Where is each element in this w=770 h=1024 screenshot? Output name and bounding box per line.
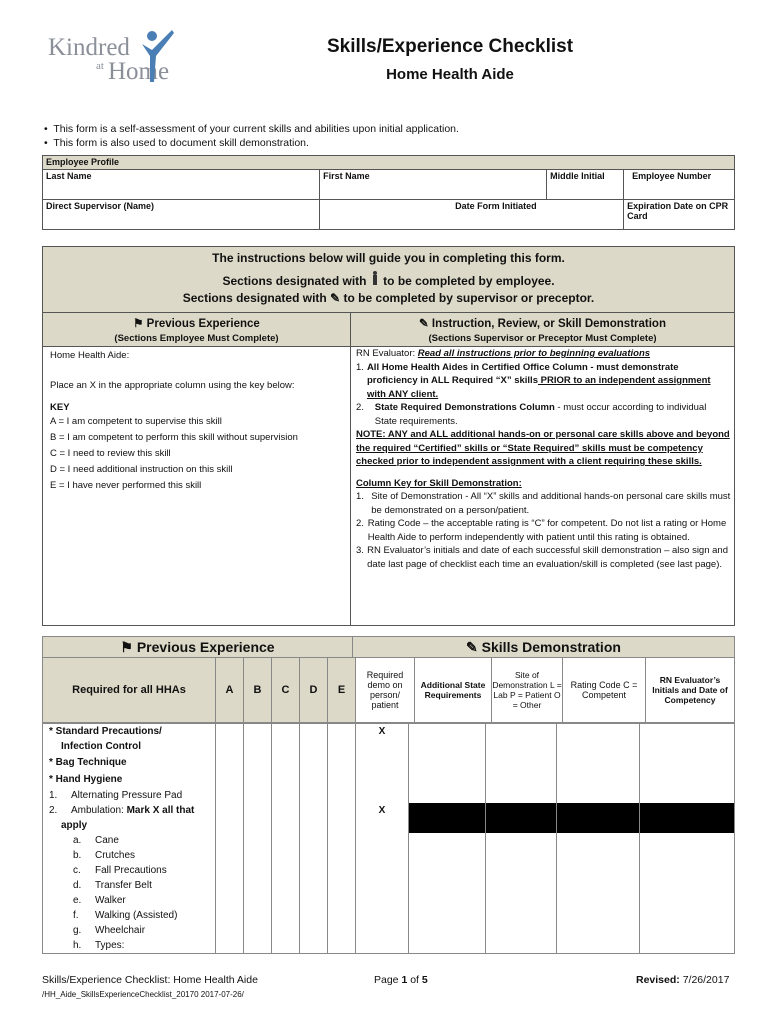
experience-cell[interactable] bbox=[215, 739, 243, 754]
experience-cell[interactable] bbox=[271, 724, 299, 739]
right-col-header bbox=[351, 312, 734, 347]
experience-cell[interactable] bbox=[271, 938, 299, 953]
table-row bbox=[42, 923, 735, 938]
demo-cell[interactable]: X bbox=[355, 724, 408, 739]
col-rn: RN Evaluator’s Initials and Date of Competency bbox=[645, 658, 734, 722]
skills-header-row bbox=[42, 636, 735, 658]
experience-cell[interactable] bbox=[327, 788, 355, 803]
key-c: C = I need to review this skill bbox=[50, 448, 171, 459]
demo-cell[interactable] bbox=[556, 724, 639, 739]
last-name-field[interactable]: Last Name bbox=[43, 170, 320, 200]
left-col-sub: (Sections Employee Must Complete) bbox=[114, 333, 279, 344]
logo-kindred: Kindred bbox=[48, 34, 130, 61]
experience-cell[interactable] bbox=[215, 724, 243, 739]
demo-cell[interactable] bbox=[485, 878, 556, 893]
experience-cell[interactable] bbox=[243, 938, 271, 953]
experience-cell[interactable] bbox=[243, 788, 271, 803]
experience-cell[interactable] bbox=[243, 848, 271, 863]
page-title: Skills/Experience Checklist bbox=[326, 36, 574, 57]
left-col-header bbox=[43, 312, 351, 347]
experience-cell[interactable] bbox=[243, 754, 271, 771]
experience-cell[interactable] bbox=[327, 754, 355, 771]
table-row bbox=[42, 848, 735, 863]
note: NOTE: ANY and ALL additional hands-on or personal care skills above and beyond the required “Certified” skills or “State Required” skills must be competency checked prior to independent assignment with a client requiring these skills. bbox=[356, 429, 730, 467]
skill-label: * Bag Technique bbox=[49, 757, 127, 768]
demo-cell[interactable]: X bbox=[355, 803, 408, 818]
col-site: Site of Demonstration L = Lab P = Patient O = Other bbox=[491, 658, 562, 722]
skill-label: e. Walker bbox=[73, 895, 126, 906]
skill-label: 1. Alternating Pressure Pad bbox=[49, 790, 183, 801]
demo-cell[interactable] bbox=[355, 908, 408, 923]
demo-cell[interactable] bbox=[556, 923, 639, 938]
experience-cell[interactable] bbox=[271, 754, 299, 771]
experience-cell[interactable] bbox=[271, 788, 299, 803]
instructions-line3: Sections designated with ✎ to be completed by supervisor or preceptor. bbox=[182, 291, 595, 305]
demo-cell[interactable] bbox=[639, 863, 734, 878]
experience-cell[interactable] bbox=[299, 923, 327, 938]
table-row bbox=[42, 771, 735, 788]
demo-cell[interactable] bbox=[639, 803, 734, 818]
col-c: C bbox=[271, 658, 299, 722]
demo-cell[interactable] bbox=[408, 739, 485, 754]
clipboard-icon: ✎ bbox=[330, 291, 341, 305]
skill-label: g. Wheelchair bbox=[73, 925, 146, 936]
bullet-1: • This form is a self-assessment of your current skills and abilities upon initial application. bbox=[44, 123, 459, 135]
experience-cell[interactable] bbox=[243, 908, 271, 923]
experience-cell[interactable] bbox=[299, 893, 327, 908]
experience-cell[interactable] bbox=[271, 878, 299, 893]
table-row bbox=[42, 938, 735, 954]
experience-cell[interactable] bbox=[271, 818, 299, 833]
instruction-2: 2. State Required Demonstrations Column - must occur according to individual State requirements. bbox=[356, 402, 707, 427]
experience-cell[interactable] bbox=[243, 833, 271, 848]
experience-cell[interactable] bbox=[271, 893, 299, 908]
skills-col-header bbox=[42, 658, 735, 723]
skill-label: * Hand Hygiene bbox=[49, 774, 123, 785]
cpr-expiration-field[interactable]: Expiration Date on CPR Card bbox=[624, 200, 735, 230]
logo-home: Home bbox=[108, 58, 170, 85]
demo-cell[interactable] bbox=[639, 818, 734, 833]
experience-cell[interactable] bbox=[243, 893, 271, 908]
experience-cell[interactable] bbox=[299, 771, 327, 788]
demo-cell[interactable] bbox=[408, 923, 485, 938]
table-row bbox=[42, 723, 735, 739]
experience-cell[interactable] bbox=[271, 908, 299, 923]
experience-cell[interactable] bbox=[299, 863, 327, 878]
demo-cell[interactable] bbox=[408, 788, 485, 803]
middle-initial-field[interactable]: Middle Initial bbox=[547, 170, 624, 200]
demo-cell[interactable] bbox=[408, 724, 485, 739]
experience-cell[interactable] bbox=[271, 833, 299, 848]
demo-cell[interactable] bbox=[485, 908, 556, 923]
experience-cell[interactable] bbox=[327, 878, 355, 893]
experience-cell[interactable] bbox=[215, 803, 243, 818]
experience-cell[interactable] bbox=[327, 833, 355, 848]
experience-cell[interactable] bbox=[243, 739, 271, 754]
experience-cell[interactable] bbox=[271, 803, 299, 818]
logo bbox=[48, 28, 188, 88]
experience-cell[interactable] bbox=[327, 938, 355, 953]
experience-cell[interactable] bbox=[299, 788, 327, 803]
intro-bullets bbox=[44, 122, 459, 150]
experience-cell[interactable] bbox=[215, 878, 243, 893]
key-label: KEY bbox=[50, 402, 70, 413]
footer-page: Page 1 of 5 bbox=[374, 974, 428, 986]
place-instruction: Place an X in the appropriate column using the key below: bbox=[50, 380, 295, 391]
demo-cell[interactable] bbox=[355, 818, 408, 833]
table-row bbox=[42, 788, 735, 803]
instructions-box bbox=[42, 246, 735, 626]
skill-label: a. Cane bbox=[73, 835, 119, 846]
demo-cell[interactable] bbox=[485, 803, 556, 818]
experience-cell[interactable] bbox=[327, 863, 355, 878]
demo-cell[interactable] bbox=[556, 739, 639, 754]
demo-cell[interactable] bbox=[355, 938, 408, 953]
experience-cell[interactable] bbox=[215, 848, 243, 863]
demo-cell[interactable] bbox=[485, 848, 556, 863]
demo-cell[interactable] bbox=[639, 754, 734, 771]
demo-cell[interactable] bbox=[556, 863, 639, 878]
person-icon: ⚑ bbox=[120, 639, 133, 655]
left-content bbox=[50, 350, 345, 494]
demo-cell[interactable] bbox=[556, 833, 639, 848]
employee-number-field[interactable]: Employee Number bbox=[624, 170, 735, 200]
experience-cell[interactable] bbox=[299, 754, 327, 771]
experience-cell[interactable] bbox=[215, 833, 243, 848]
experience-cell[interactable] bbox=[215, 771, 243, 788]
instruction-1: 1. All Home Health Aides in Certified Office Column - must demonstrate proficiency in ALL Required “X” skills PRIOR to an independent assignment with ANY client. bbox=[356, 361, 711, 400]
experience-cell[interactable] bbox=[327, 771, 355, 788]
demo-cell[interactable] bbox=[355, 923, 408, 938]
demo-cell[interactable] bbox=[639, 848, 734, 863]
experience-cell[interactable] bbox=[271, 863, 299, 878]
table-row bbox=[42, 878, 735, 893]
demo-cell[interactable] bbox=[639, 739, 734, 754]
demo-cell[interactable] bbox=[355, 788, 408, 803]
skill-label: d. Transfer Belt bbox=[73, 880, 152, 891]
demo-cell[interactable] bbox=[355, 739, 408, 754]
experience-cell[interactable] bbox=[215, 788, 243, 803]
demo-cell[interactable] bbox=[408, 848, 485, 863]
demo-cell[interactable] bbox=[485, 754, 556, 771]
demo-cell[interactable] bbox=[485, 739, 556, 754]
table-row bbox=[42, 818, 735, 833]
col-required: Required demo on person/ patient bbox=[355, 658, 414, 722]
experience-cell[interactable] bbox=[215, 754, 243, 771]
experience-cell[interactable] bbox=[299, 848, 327, 863]
demo-cell[interactable] bbox=[556, 803, 639, 818]
demo-cell[interactable] bbox=[639, 893, 734, 908]
col-rating: Rating Code C = Competent bbox=[562, 658, 645, 722]
demo-cell[interactable] bbox=[639, 938, 734, 953]
footer-revised: Revised: 7/26/2017 bbox=[636, 974, 730, 986]
experience-cell[interactable] bbox=[271, 739, 299, 754]
date-initiated-field[interactable]: Date Form Initiated bbox=[320, 200, 624, 230]
skill-label: Infection Control bbox=[61, 741, 141, 752]
demo-cell[interactable] bbox=[485, 863, 556, 878]
demo-cell[interactable] bbox=[485, 788, 556, 803]
experience-cell[interactable] bbox=[215, 893, 243, 908]
experience-cell[interactable] bbox=[327, 818, 355, 833]
left-col-title: ⚑ Previous Experience bbox=[133, 318, 260, 330]
skill-label: c. Fall Precautions bbox=[73, 865, 167, 876]
skill-label: apply bbox=[61, 820, 88, 831]
demo-cell[interactable] bbox=[556, 754, 639, 771]
col-a: A bbox=[215, 658, 243, 722]
demo-cell[interactable] bbox=[556, 818, 639, 833]
demo-cell[interactable] bbox=[639, 878, 734, 893]
skill-label: * Standard Precautions/ bbox=[49, 726, 162, 737]
key-e: E = I have never performed this skill bbox=[50, 480, 202, 491]
demo-cell[interactable] bbox=[355, 893, 408, 908]
logo-at: at bbox=[96, 60, 104, 72]
right-col-title: ✎ Instruction, Review, or Skill Demonstration bbox=[419, 318, 666, 330]
footer-path: /HH_Aide_SkillsExperienceChecklist_20170 2017-07-26/ bbox=[42, 990, 244, 999]
experience-cell[interactable] bbox=[271, 848, 299, 863]
right-content bbox=[356, 347, 731, 571]
experience-cell[interactable] bbox=[327, 893, 355, 908]
skills-demo-head: ✎ Skills Demonstration bbox=[352, 637, 734, 657]
table-row bbox=[42, 739, 735, 754]
demo-cell[interactable] bbox=[485, 771, 556, 788]
experience-cell[interactable] bbox=[299, 833, 327, 848]
skill-rows bbox=[42, 723, 735, 954]
profile-heading: Employee Profile bbox=[43, 156, 735, 170]
skill-label: f. Walking (Assisted) bbox=[73, 910, 178, 921]
demo-cell[interactable] bbox=[556, 938, 639, 953]
logo-figure-icon bbox=[138, 28, 178, 84]
experience-cell[interactable] bbox=[327, 908, 355, 923]
demo-cell[interactable] bbox=[485, 923, 556, 938]
demo-cell[interactable] bbox=[639, 724, 734, 739]
demo-cell[interactable] bbox=[355, 848, 408, 863]
demo-cell[interactable] bbox=[556, 908, 639, 923]
instructions-line2: Sections designated with to be completed by employee. bbox=[43, 271, 734, 288]
req-label: Required for all HHAs bbox=[43, 658, 215, 722]
demo-cell[interactable] bbox=[485, 833, 556, 848]
skill-label: 2. Ambulation: Mark X all that bbox=[49, 805, 195, 816]
table-row bbox=[42, 893, 735, 908]
demo-cell[interactable] bbox=[639, 923, 734, 938]
employee-profile bbox=[42, 155, 735, 230]
colkey-3: 3. RN Evaluator’s initials and date of each successful skill demonstration – also sign and date last page of checklist each time an evaluation/skill is completed (see last page). bbox=[356, 545, 728, 570]
bullet-2: • This form is also used to document skill demonstration. bbox=[44, 137, 309, 149]
experience-cell[interactable] bbox=[299, 724, 327, 739]
experience-cell[interactable] bbox=[215, 908, 243, 923]
experience-cell[interactable] bbox=[299, 878, 327, 893]
experience-cell[interactable] bbox=[271, 923, 299, 938]
skills-prev-exp-head: ⚑ Previous Experience bbox=[43, 637, 352, 657]
col-additional: Additional State Requirements bbox=[414, 658, 491, 722]
table-row bbox=[42, 863, 735, 878]
page-subtitle: Home Health Aide bbox=[386, 66, 514, 83]
experience-cell[interactable] bbox=[243, 803, 271, 818]
table-row bbox=[42, 833, 735, 848]
demo-cell[interactable] bbox=[556, 848, 639, 863]
experience-cell[interactable] bbox=[215, 923, 243, 938]
experience-cell[interactable] bbox=[243, 863, 271, 878]
experience-cell[interactable] bbox=[271, 771, 299, 788]
demo-cell[interactable] bbox=[639, 788, 734, 803]
experience-cell[interactable] bbox=[243, 771, 271, 788]
demo-cell[interactable] bbox=[639, 833, 734, 848]
skill-label: h. Types: bbox=[73, 940, 125, 951]
demo-cell[interactable] bbox=[556, 788, 639, 803]
col-d: D bbox=[299, 658, 327, 722]
demo-cell[interactable] bbox=[408, 863, 485, 878]
table-row bbox=[42, 754, 735, 771]
instructions-line1: The instructions below will guide you in completing this form. bbox=[212, 251, 565, 265]
demo-cell[interactable] bbox=[556, 878, 639, 893]
demo-cell[interactable] bbox=[408, 893, 485, 908]
demo-cell[interactable] bbox=[556, 893, 639, 908]
col-b: B bbox=[243, 658, 271, 722]
demo-cell[interactable] bbox=[408, 938, 485, 953]
experience-cell[interactable] bbox=[299, 908, 327, 923]
skill-label: b. Crutches bbox=[73, 850, 136, 861]
demo-cell[interactable] bbox=[485, 938, 556, 953]
experience-cell[interactable] bbox=[215, 938, 243, 953]
demo-cell[interactable] bbox=[639, 771, 734, 788]
role-label: Home Health Aide: bbox=[50, 350, 130, 361]
experience-cell[interactable] bbox=[243, 724, 271, 739]
demo-cell[interactable] bbox=[485, 818, 556, 833]
demo-cell[interactable] bbox=[639, 908, 734, 923]
experience-cell[interactable] bbox=[215, 818, 243, 833]
person-icon: ⚑ bbox=[133, 318, 144, 330]
demo-cell[interactable] bbox=[408, 803, 485, 818]
demo-cell[interactable] bbox=[355, 833, 408, 848]
experience-cell[interactable] bbox=[299, 739, 327, 754]
column-key-title: Column Key for Skill Demonstration: bbox=[356, 477, 522, 489]
demo-cell[interactable] bbox=[485, 724, 556, 739]
col-e: E bbox=[327, 658, 355, 722]
col-divider bbox=[350, 346, 351, 625]
experience-cell[interactable] bbox=[243, 923, 271, 938]
demo-cell[interactable] bbox=[408, 818, 485, 833]
person-icon bbox=[370, 271, 380, 288]
experience-cell[interactable] bbox=[327, 923, 355, 938]
table-row bbox=[42, 908, 735, 923]
demo-cell[interactable] bbox=[408, 908, 485, 923]
skills-table bbox=[42, 636, 735, 954]
supervisor-field[interactable]: Direct Supervisor (Name) bbox=[43, 200, 320, 230]
demo-cell[interactable] bbox=[355, 863, 408, 878]
experience-cell[interactable] bbox=[299, 803, 327, 818]
experience-cell[interactable] bbox=[327, 848, 355, 863]
demo-cell[interactable] bbox=[485, 893, 556, 908]
colkey-2: 2. Rating Code – the acceptable rating is “C” for competent. Do not list a rating or Home Health Aide to perform independently with patient until this rating is obtained. bbox=[356, 518, 727, 543]
experience-cell[interactable] bbox=[327, 724, 355, 739]
demo-cell[interactable] bbox=[408, 754, 485, 771]
colkey-1: 1. Site of Demonstration - All “X” skills and additional hands-on personal care skills must be demonstrated on a person/patient. bbox=[356, 491, 731, 516]
clipboard-icon: ✎ bbox=[466, 639, 478, 655]
demo-cell[interactable] bbox=[408, 771, 485, 788]
right-col-sub: (Sections Supervisor or Preceptor Must Complete) bbox=[428, 333, 657, 344]
demo-cell[interactable] bbox=[355, 878, 408, 893]
footer-left: Skills/Experience Checklist: Home Health Aide bbox=[42, 974, 258, 986]
demo-cell[interactable] bbox=[556, 771, 639, 788]
experience-cell[interactable] bbox=[299, 818, 327, 833]
key-b: B = I am competent to perform this skill without supervision bbox=[50, 432, 298, 443]
key-d: D = I need additional instruction on this skill bbox=[50, 464, 233, 475]
first-name-field[interactable]: First Name bbox=[320, 170, 547, 200]
rn-line: RN Evaluator: Read all instructions prior to beginning evaluations bbox=[356, 348, 651, 359]
demo-cell[interactable] bbox=[408, 878, 485, 893]
clipboard-icon: ✎ bbox=[419, 318, 429, 330]
experience-cell[interactable] bbox=[243, 878, 271, 893]
demo-cell[interactable] bbox=[355, 754, 408, 771]
experience-cell[interactable] bbox=[215, 863, 243, 878]
experience-cell[interactable] bbox=[327, 739, 355, 754]
demo-cell[interactable] bbox=[355, 771, 408, 788]
table-row bbox=[42, 803, 735, 818]
experience-cell[interactable] bbox=[243, 818, 271, 833]
demo-cell[interactable] bbox=[408, 833, 485, 848]
experience-cell[interactable] bbox=[327, 803, 355, 818]
key-a: A = I am competent to supervise this skill bbox=[50, 416, 222, 427]
experience-cell[interactable] bbox=[299, 938, 327, 953]
